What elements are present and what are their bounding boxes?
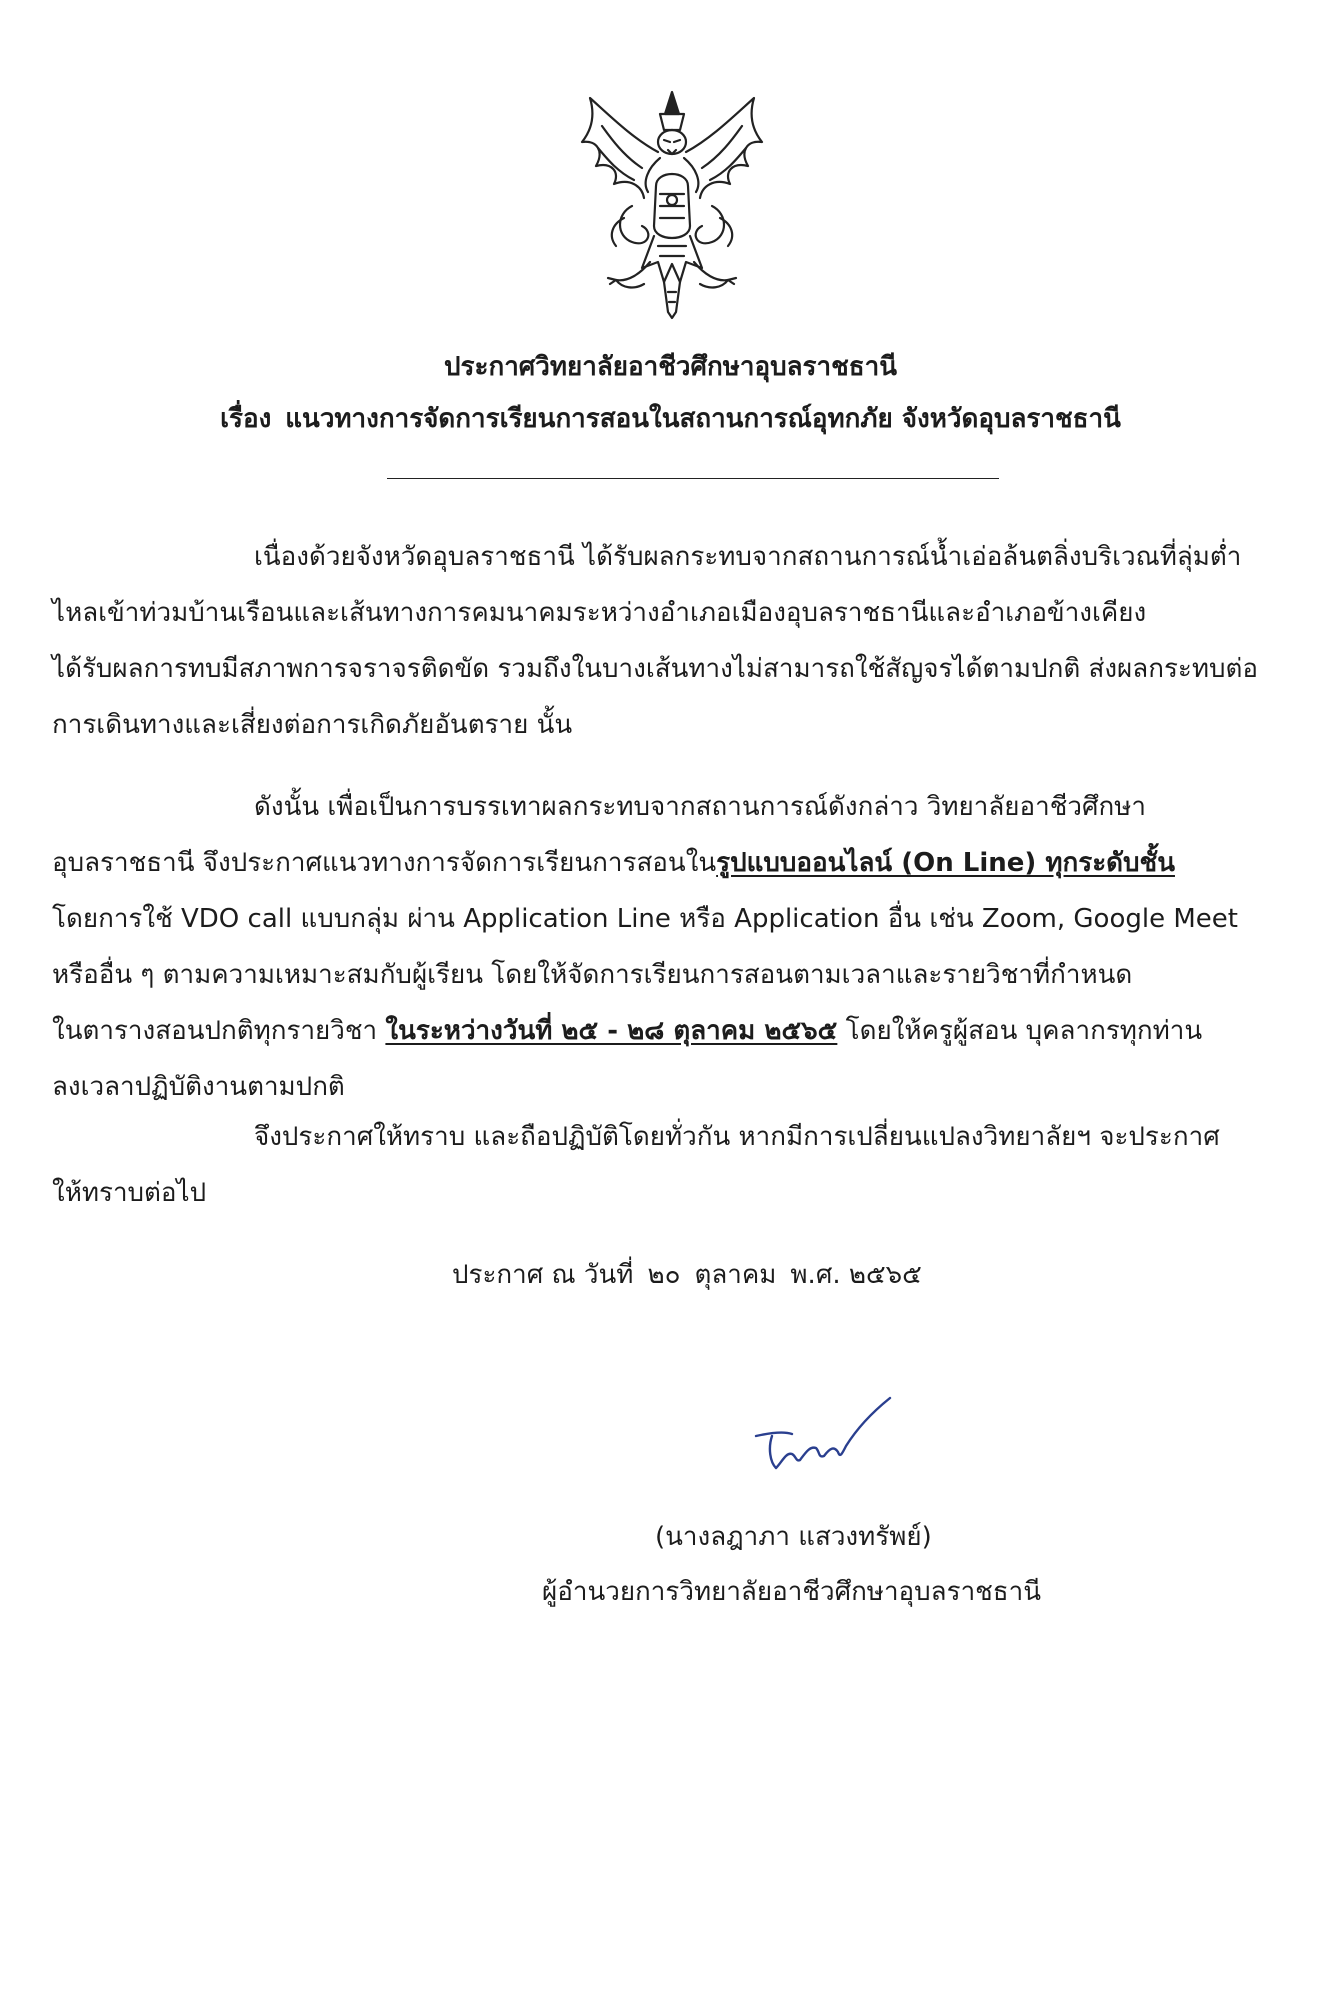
paragraph-text: อุบลราชธานี จึงประกาศแนวทางการจัดการเรียนการสอนใน [52,848,717,878]
paragraph-line: ไหลเข้าท่วมบ้านเรือนและเส้นทางการคมนาคมระหว่างอำเภอเมืองอุบลราชธานีและอำเภอข้างเคียง [52,598,1147,628]
subject-text: แนวทางการจัดการเรียนการสอนในสถานการณ์อุทกภัย จังหวัดอุบลราชธานี [285,404,1121,434]
paragraph-line: การเดินทางและเสี่ยงต่อการเกิดภัยอันตราย นั้น [52,710,573,740]
paragraph-line: เนื่องด้วยจังหวัดอุบลราชธานี ได้รับผลกระทบจากสถานการณ์น้ำเอ่อล้นตลิ่งบริเวณที่ลุ่มต่ำ [254,542,1242,572]
date-month: ตุลาคม [694,1260,777,1290]
paragraph-line [52,1014,1202,1048]
paragraph-line: จึงประกาศให้ทราบ และถือปฏิบัติโดยทั่วกัน หากมีการเปลี่ยนแปลงวิทยาลัยฯ จะประกาศ [254,1122,1220,1152]
online-format-emphasis: รูปแบบออนไลน์ (On Line) ทุกระดับชั้น [716,848,1175,878]
date-range-emphasis: ในระหว่างวันที่ ๒๕ - ๒๘ ตุลาคม ๒๕๖๕ [385,1016,838,1046]
date-year: พ.ศ. ๒๕๖๕ [790,1260,922,1290]
paragraph-line: โดยการใช้ VDO call แบบกลุ่ม ผ่าน Application Line หรือ Application อื่น เช่น Zoom, Google Meet [52,904,1238,934]
handwritten-signature [752,1396,902,1476]
subject-label: เรื่อง [220,404,272,434]
paragraph-line: ลงเวลาปฏิบัติงานตามปกติ [52,1072,345,1102]
paragraph-line: หรืออื่น ๆ ตามความเหมาะสมกับผู้เรียน โดยให้จัดการเรียนการสอนตามเวลาและรายวิชาที่กำหนด [52,960,1133,990]
paragraph-text: ในตารางสอนปกติทุกรายวิชา [52,1016,386,1046]
garuda-emblem-icon [572,86,772,326]
announcement-date [452,1258,936,1292]
signer-name: (นางลฎาภา แสวงทรัพย์) [655,1522,932,1552]
signer-position: ผู้อำนวยการวิทยาลัยอาชีวศึกษาอุบลราชธานี [542,1577,1042,1607]
paragraph-text: โดยให้ครูผู้สอน บุคลากรทุกท่าน [837,1016,1203,1046]
paragraph-line: ดังนั้น เพื่อเป็นการบรรเทาผลกระทบจากสถานการณ์ดังกล่าว วิทยาลัยอาชีวศึกษา [254,792,1146,822]
paragraph-line: ได้รับผลการทบมีสภาพการจราจรติดขัด รวมถึงในบางเส้นทางไม่สามารถใช้สัญจรได้ตามปกติ ส่งผลกระทบต่อ [52,654,1259,684]
title-divider [387,478,999,479]
paragraph-line: ให้ทราบต่อไป [52,1178,207,1208]
paragraph-line [52,846,1175,880]
date-day: ๒๐ [647,1260,681,1290]
announcement-subject [0,402,1341,436]
announcement-title: ประกาศวิทยาลัยอาชีวศึกษาอุบลราชธานี [444,352,897,382]
date-prefix: ประกาศ ณ วันที่ [452,1260,634,1290]
